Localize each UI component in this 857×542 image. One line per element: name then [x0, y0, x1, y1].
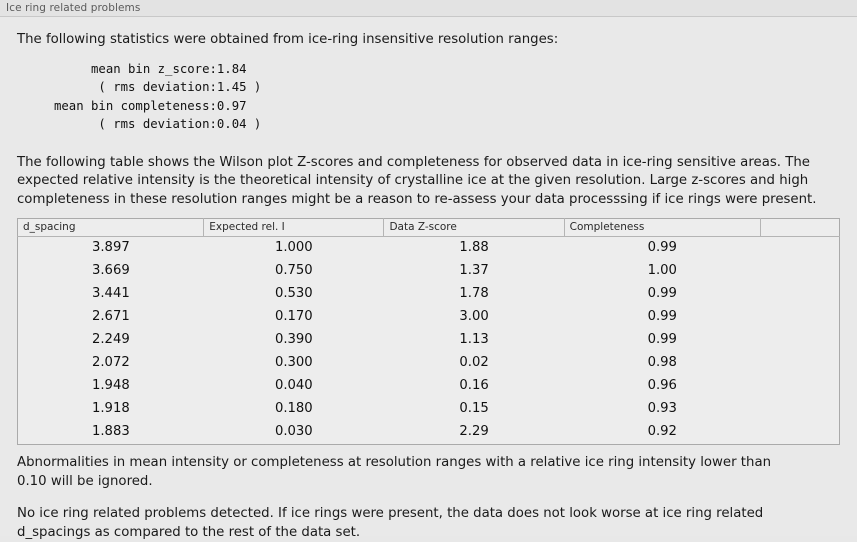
cell-expected-rel-i: 0.030	[274, 424, 313, 440]
intro-text: The following statistics were obtained from ice-ring insensitive resolution ranges:	[17, 32, 559, 47]
stats-label: mean bin z_score	[91, 61, 210, 76]
table-row[interactable]	[18, 329, 840, 352]
cell-empty	[760, 329, 839, 352]
ignored-note-text: Abnormalities in mean intensity or completeness at resolution ranges with a relative ice ring intensity lower than 0.10 will be ignored.	[17, 455, 772, 489]
cell-empty	[760, 283, 839, 306]
cell-completeness: 0.99	[647, 332, 677, 348]
cell-completeness: 0.92	[647, 424, 677, 440]
window-title: Ice ring related problems	[6, 2, 141, 14]
cell-completeness: 0.99	[647, 309, 677, 325]
stats-row	[54, 115, 261, 134]
table-row[interactable]	[18, 421, 840, 445]
conclusion-text: No ice ring related problems detected. If ice rings were present, the data does not look worse at ice ring related d_spacings as compared to the rest of the data set.	[17, 506, 764, 540]
cell-completeness: 1.00	[647, 263, 677, 279]
cell-expected-rel-i: 0.170	[274, 309, 313, 325]
statistics-block	[54, 60, 261, 134]
cell-d-spacing: 2.249	[91, 332, 130, 348]
cell-completeness: 0.98	[647, 355, 677, 371]
column-header-extra[interactable]	[760, 219, 839, 237]
table-row[interactable]	[18, 352, 840, 375]
stats-label: mean bin completeness	[54, 98, 210, 113]
cell-data-z-score: 1.37	[459, 263, 489, 279]
stats-separator: :	[209, 61, 217, 76]
table-row[interactable]	[18, 375, 840, 398]
column-header-data-z-score[interactable]: Data Z-score	[384, 219, 564, 237]
cell-d-spacing: 1.918	[91, 401, 130, 417]
cell-empty	[760, 237, 839, 261]
cell-data-z-score: 1.88	[459, 240, 489, 256]
stats-separator: :	[209, 80, 217, 95]
cell-data-z-score: 0.16	[459, 378, 489, 394]
cell-expected-rel-i: 0.040	[274, 378, 313, 394]
cell-completeness: 0.99	[647, 286, 677, 302]
cell-expected-rel-i: 0.750	[274, 263, 313, 279]
stats-value: 1.84	[216, 61, 247, 76]
cell-expected-rel-i: 0.180	[274, 401, 313, 417]
cell-data-z-score: 1.78	[459, 286, 489, 302]
cell-data-z-score: 1.13	[459, 332, 489, 348]
cell-empty	[760, 306, 839, 329]
table-row[interactable]	[18, 260, 840, 283]
cell-expected-rel-i: 1.000	[274, 240, 313, 256]
cell-completeness: 0.99	[647, 240, 677, 256]
stats-row	[54, 97, 261, 116]
cell-d-spacing: 3.897	[91, 240, 130, 256]
stats-label: ( rms deviation	[98, 117, 210, 132]
cell-d-spacing: 2.671	[91, 309, 130, 325]
cell-d-spacing: 3.669	[91, 263, 130, 279]
stats-separator: :	[209, 117, 217, 132]
cell-expected-rel-i: 0.390	[274, 332, 313, 348]
table-row[interactable]	[18, 283, 840, 306]
cell-empty	[760, 421, 839, 445]
cell-completeness: 0.96	[647, 378, 677, 394]
cell-d-spacing: 2.072	[91, 355, 130, 371]
cell-data-z-score: 0.15	[459, 401, 489, 417]
column-header-d-spacing[interactable]: d_spacing	[18, 219, 204, 237]
stats-label: ( rms deviation	[98, 80, 210, 95]
report-content	[0, 17, 857, 542]
cell-expected-rel-i: 0.530	[274, 286, 313, 302]
ice-ring-table	[17, 218, 840, 445]
table-row[interactable]	[18, 237, 840, 261]
cell-data-z-score: 3.00	[459, 309, 489, 325]
table-row[interactable]	[18, 306, 840, 329]
cell-expected-rel-i: 0.300	[274, 355, 313, 371]
table-header-row	[18, 219, 840, 237]
table-row[interactable]	[18, 398, 840, 421]
stats-value: 1.45 )	[216, 80, 262, 95]
cell-empty	[760, 375, 839, 398]
cell-data-z-score: 0.02	[459, 355, 489, 371]
window-titlebar	[0, 0, 857, 17]
column-header-expected-rel-i[interactable]: Expected rel. I	[204, 219, 384, 237]
cell-empty	[760, 260, 839, 283]
cell-d-spacing: 1.883	[91, 424, 130, 440]
cell-empty	[760, 398, 839, 421]
cell-empty	[760, 352, 839, 375]
stats-row	[54, 60, 261, 79]
description-text: The following table shows the Wilson plot Z-scores and completeness for observed data in ice-ring sensitive areas. The expected relative intensity is the theoretical intensity of crystalline ice at the given resolution. Large z-scores and high completeness in these resolution ranges might be a reason to re-assess your data processsing if ice rings were present.	[17, 154, 817, 207]
cell-data-z-score: 2.29	[459, 424, 489, 440]
cell-completeness: 0.93	[647, 401, 677, 417]
cell-d-spacing: 3.441	[91, 286, 130, 302]
stats-value: 0.97	[216, 98, 247, 113]
stats-value: 0.04 )	[216, 117, 262, 132]
column-header-completeness[interactable]: Completeness	[564, 219, 760, 237]
stats-row	[54, 78, 261, 97]
stats-separator: :	[209, 98, 217, 113]
cell-d-spacing: 1.948	[91, 378, 130, 394]
